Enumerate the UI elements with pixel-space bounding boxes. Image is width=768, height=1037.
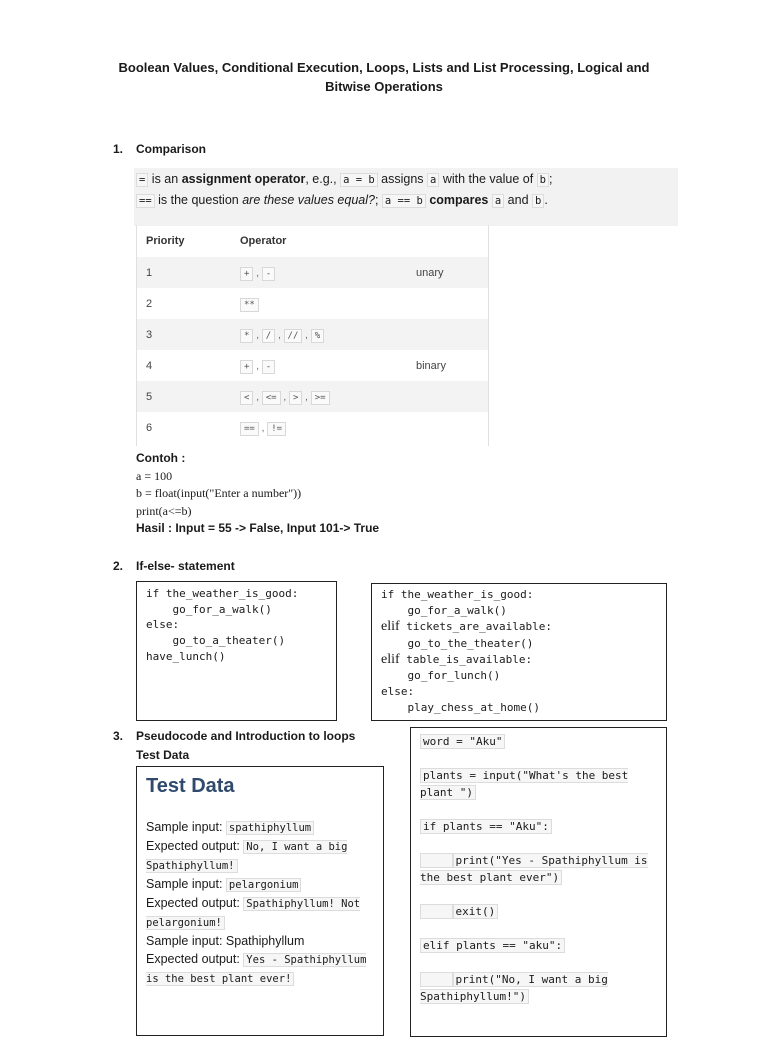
operator-priority-table <box>137 225 489 443</box>
code-text: table_is_available: <box>399 652 533 666</box>
section-2-heading: If-else- statement <box>136 559 235 573</box>
text: with the value of <box>439 172 537 186</box>
separator: , <box>253 267 262 279</box>
indent <box>420 904 453 919</box>
section-3-heading: Pseudocode and Introduction to loops <box>136 729 356 743</box>
equality-op-code: == <box>136 194 155 208</box>
blank-line <box>420 954 657 971</box>
type-cell <box>407 319 489 350</box>
separator: , <box>302 329 311 341</box>
header-operator: Operator <box>240 235 287 247</box>
code-text: elif plants == "aku": <box>420 938 565 953</box>
item-code: pelargonium <box>226 878 302 892</box>
italic-text: are these values equal? <box>242 193 375 207</box>
operator-chip: != <box>267 422 286 436</box>
section-3-subheading: Test Data <box>136 748 190 762</box>
code-line <box>420 852 657 886</box>
code-line <box>420 903 657 920</box>
separator: , <box>253 391 262 403</box>
section-1-number: 1. <box>113 142 124 156</box>
code-line <box>381 603 657 619</box>
table-row <box>137 319 489 350</box>
code-line <box>420 767 657 801</box>
separator: , <box>280 391 289 403</box>
item-label: Sample input: Spathiphyllum <box>146 934 305 948</box>
priority-cell: 6 <box>146 421 153 434</box>
code-line <box>381 652 657 668</box>
if-else-code: if the_weather_is_good: go_for_a_walk() else: go_to_a_theater() have_lunch() <box>146 587 299 663</box>
code-text: go_to_the_theater() <box>381 636 534 650</box>
priority-cell: 4 <box>146 359 153 372</box>
code-text: print("Yes - Spathiphyllum is the best plant ever") <box>420 854 648 884</box>
text: assigns <box>377 172 428 186</box>
code-line <box>381 700 657 716</box>
table-row <box>137 412 489 443</box>
code-line <box>420 937 657 954</box>
code-text: go_for_lunch() <box>381 669 501 683</box>
type-cell: binary <box>416 359 446 372</box>
indent <box>420 972 453 987</box>
code-text: print("No, I want a big Spathiphyllum!") <box>420 973 608 1003</box>
if-else-code-box <box>136 581 337 721</box>
blank-line <box>420 886 657 903</box>
operator-cell <box>231 412 407 443</box>
assign-op-code: = <box>136 173 148 187</box>
test-data-item <box>146 818 374 837</box>
priority-cell: 2 <box>146 297 153 310</box>
operator-cell <box>231 319 407 350</box>
code-line <box>381 668 657 684</box>
operator-chip: ** <box>240 298 259 312</box>
operator-cell <box>231 381 407 412</box>
code-text: play_chess_at_home() <box>381 701 540 715</box>
example-result: Hasil : Input = 55 -> False, Input 101-> True <box>136 521 380 535</box>
item-label: Sample input: <box>146 820 226 834</box>
code-text: if the_weather_is_good: <box>381 588 534 601</box>
text: ; <box>548 172 553 186</box>
code-text: plants = input("What's the best plant ") <box>420 769 629 799</box>
section-1-heading: Comparison <box>136 142 207 156</box>
separator: , <box>253 360 262 372</box>
table-row <box>137 257 489 288</box>
operator-chip: * <box>240 329 253 343</box>
inline-code: a == b <box>382 194 426 208</box>
item-code: Yes - Spathiphyllum is the best plant ever! <box>146 954 367 985</box>
header-type <box>407 225 489 257</box>
loop-code-box <box>410 727 667 1037</box>
keyword: elif <box>381 619 400 635</box>
operator-chip: <= <box>262 391 281 405</box>
type-cell <box>407 412 489 443</box>
operator-chip: == <box>240 422 259 436</box>
test-data-item <box>146 875 374 894</box>
item-label: Expected output: <box>146 952 244 966</box>
test-data-item <box>146 894 374 932</box>
operator-chip: >= <box>311 391 330 405</box>
operator-chip: // <box>284 329 303 343</box>
type-cell: unary <box>407 257 489 288</box>
text: . <box>544 193 548 207</box>
type-cell <box>407 381 489 412</box>
text: is the question <box>154 193 243 207</box>
code-line <box>381 684 657 700</box>
example-line: b = float(input("Enter a number")) <box>136 486 302 500</box>
code-text: else: <box>381 685 415 699</box>
item-code: No, I want a big Spathiphyllum! <box>146 841 348 872</box>
test-data-item <box>146 932 374 950</box>
blank-line <box>420 801 657 818</box>
equality-line <box>136 190 676 211</box>
comparison-note <box>134 168 678 226</box>
code-line <box>381 619 657 635</box>
item-label: Expected output: <box>146 896 244 910</box>
section-3-number: 3. <box>113 729 124 743</box>
code-line <box>420 818 657 835</box>
code-text: go_for_a_walk() <box>381 604 507 618</box>
table-row <box>137 381 489 412</box>
text: , e.g., <box>305 172 341 186</box>
example-line: a = 100 <box>136 468 173 483</box>
example-block <box>136 450 379 538</box>
separator: , <box>302 391 311 403</box>
item-label: Expected output: <box>146 839 244 853</box>
code-line <box>381 636 657 652</box>
code-text: exit() <box>453 904 499 919</box>
header-priority: Priority <box>146 235 185 247</box>
test-data-list <box>146 818 374 988</box>
bold-term: compares <box>429 193 489 207</box>
test-data-item <box>146 950 374 988</box>
blank-line <box>420 750 657 767</box>
test-data-heading: Test Data <box>146 775 235 797</box>
text: is an <box>148 172 182 186</box>
inline-code: a <box>427 173 439 187</box>
code-line <box>381 587 657 603</box>
text: ; <box>374 193 382 207</box>
operator-chip: > <box>289 391 302 405</box>
document-title: Boolean Values, Conditional Execution, Loops, Lists and List Processing, Logical and Bitwise Operations <box>118 60 650 94</box>
operator-chip: - <box>262 360 275 374</box>
priority-cell: 3 <box>137 319 231 350</box>
item-label: Sample input: <box>146 877 226 891</box>
operator-cell <box>231 350 407 381</box>
priority-cell: 5 <box>137 381 231 412</box>
example-heading: Contoh : <box>136 451 186 465</box>
separator: , <box>275 329 284 341</box>
blank-line <box>420 835 657 852</box>
code-line <box>420 733 657 750</box>
type-cell <box>407 288 489 319</box>
code-text: tickets_are_available: <box>399 620 552 634</box>
operator-cell <box>231 257 407 288</box>
test-data-item <box>146 837 374 875</box>
priority-cell: 1 <box>137 257 231 288</box>
code-text: word = "Aku" <box>420 734 505 749</box>
bold-term: assignment operator <box>181 172 306 186</box>
inline-code: a <box>492 194 504 208</box>
operator-chip: + <box>240 360 253 374</box>
loop-code <box>420 733 657 1005</box>
inline-code: a = b <box>340 173 378 187</box>
text: and <box>504 193 533 207</box>
operator-chip: < <box>240 391 253 405</box>
operator-cell <box>231 288 407 319</box>
blank-line <box>420 920 657 937</box>
operator-chip: / <box>262 329 275 343</box>
inline-code: b <box>537 173 549 187</box>
table-row <box>137 350 489 381</box>
example-line: print(a<=b) <box>136 503 192 518</box>
keyword: elif <box>381 651 400 667</box>
table-header-row <box>137 225 489 257</box>
operator-chip: + <box>240 267 253 281</box>
separator: , <box>258 422 268 434</box>
operator-chip: % <box>311 329 324 343</box>
section-2-number: 2. <box>113 559 124 573</box>
code-line <box>420 971 657 1005</box>
elif-code-box <box>371 583 667 721</box>
indent <box>420 853 453 868</box>
operator-chip: - <box>262 267 275 281</box>
table-row <box>137 288 489 319</box>
item-code: Spathiphyllum! Not pelargonium! <box>146 898 361 929</box>
test-data-box <box>136 766 384 1036</box>
code-text: if plants == "Aku": <box>420 819 552 834</box>
separator: , <box>253 329 262 341</box>
item-code: spathiphyllum <box>226 821 314 835</box>
inline-code: b <box>532 194 544 208</box>
assignment-line <box>136 169 676 190</box>
